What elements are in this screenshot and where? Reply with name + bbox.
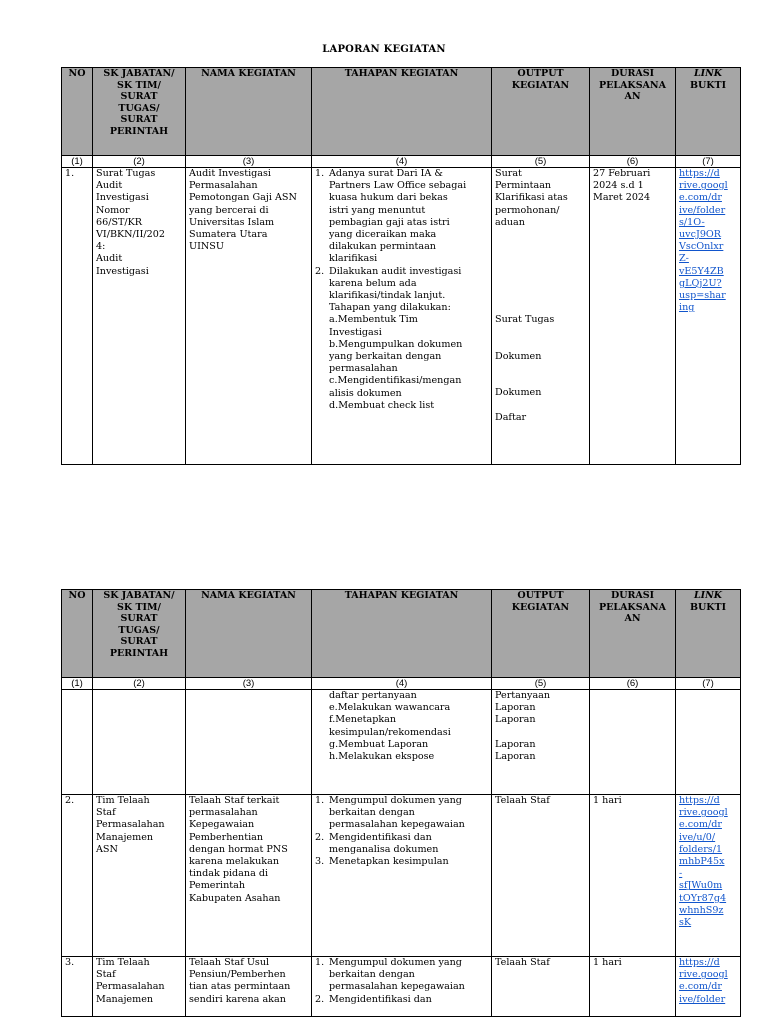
tahapan-cell bbox=[312, 957, 492, 1017]
row-number bbox=[62, 690, 93, 795]
sk-cell: Tim Telaah Staf Permasalahan Manajemen ASN bbox=[93, 795, 186, 957]
link-cell bbox=[676, 690, 741, 795]
nama-cell bbox=[186, 690, 312, 795]
durasi-cell: 1 hari bbox=[590, 957, 676, 1017]
tahapan-cell bbox=[312, 690, 492, 795]
sk-cell bbox=[93, 690, 186, 795]
report-table-page-2 bbox=[61, 589, 741, 1017]
durasi-cell bbox=[590, 690, 676, 795]
header-output: OUTPUT KEGIATAN bbox=[492, 590, 590, 678]
link-cell bbox=[676, 957, 741, 1017]
page-title: LAPORAN KEGIATAN bbox=[322, 44, 446, 55]
list-item: h.Melakukan ekspose bbox=[329, 751, 435, 763]
table-row bbox=[62, 690, 741, 795]
tahapan-cell bbox=[312, 168, 492, 465]
header-link: LINK BUKTI bbox=[676, 68, 741, 156]
list-item: g.Membuat Laporan bbox=[329, 738, 429, 750]
steps-list bbox=[315, 795, 488, 868]
nama-cell: Audit Investigasi Permasalahan Pemotongan Gaji ASN yang bercerai di Universitas Islam Sumatera Utara UINSU bbox=[186, 168, 312, 465]
durasi-cell: 1 hari bbox=[590, 795, 676, 957]
table-row bbox=[62, 957, 741, 1017]
header-tahapan: TAHAPAN KEGIATAN bbox=[312, 590, 492, 678]
sk-cell: Surat Tugas Audit Investigasi Nomor 66/ST/KR VI/BKN/II/202 4: Audit Investigasi bbox=[93, 168, 186, 465]
list-item: daftar pertanyaan bbox=[329, 690, 417, 701]
list-item: 1. Adanya surat Dari IA & Partners Law Office sebagai kuasa hukum dari bekas istri yang menuntut pembagian gaji atas istri yang diceraikan maka dilakukan permintaan klarifikasi bbox=[315, 168, 467, 265]
nama-cell: Telaah Staf terkait permasalahan Kepegawaian Pemberhentian dengan hormat PNS karena melakukan tindak pidana di Pemerintah Kabupaten Asahan bbox=[186, 795, 312, 957]
list-item: a.Membentuk Tim Investigasi bbox=[329, 314, 418, 338]
evidence-link[interactable]: https://d rive.googl e.com/dr ive/folder s/1O- uvcJ9OR VscOnlxr Z- vE5Y4ZB gLQj2U? usp=shar ing bbox=[679, 168, 728, 314]
table-header bbox=[62, 590, 741, 690]
column-number-row: (1) (2) (3) (4) (5) (6) (7) bbox=[62, 678, 741, 690]
header-tahapan: TAHAPAN KEGIATAN bbox=[312, 68, 492, 156]
header-durasi: DURASI PELAKSANA AN bbox=[590, 590, 676, 678]
table-row bbox=[62, 795, 741, 957]
list-item: b.Mengumpulkan dokumen yang berkaitan dengan permasalahan bbox=[329, 338, 463, 375]
list-item: 1. Mengumpul dokumen yang berkaitan dengan permasalahan kepegawaian bbox=[315, 957, 465, 993]
list-item: 2. Dilakukan audit investigasi karena belum ada klarifikasi/tindak lanjut. Tahapan yang dilakukan: bbox=[315, 265, 462, 314]
header-no: NO bbox=[62, 590, 93, 678]
row-number: 1. bbox=[62, 168, 93, 465]
link-cell bbox=[676, 795, 741, 957]
list-item: c.Mengidentifikasi/mengan alisis dokumen bbox=[329, 375, 462, 399]
steps-list bbox=[315, 168, 488, 314]
column-number-row: (1) (2) (3) (4) (5) (6) (7) bbox=[62, 156, 741, 168]
sub-steps-list bbox=[315, 314, 488, 412]
header-sk: SK JABATAN/ SK TIM/ SURAT TUGAS/ SURAT PERINTAH bbox=[93, 68, 186, 156]
tahapan-cell bbox=[312, 795, 492, 957]
list-item: 3. Menetapkan kesimpulan bbox=[315, 856, 449, 868]
sub-steps-list bbox=[315, 690, 488, 763]
sk-cell: Tim Telaah Staf Permasalahan Manajemen bbox=[93, 957, 186, 1017]
header-output: OUTPUT KEGIATAN bbox=[492, 68, 590, 156]
list-item: 2. Mengidentifikasi dan menganalisa dokumen bbox=[315, 831, 439, 855]
row-number: 2. bbox=[62, 795, 93, 957]
evidence-link[interactable]: https://d rive.googl e.com/dr ive/folder bbox=[679, 957, 728, 1005]
header-sk: SK JABATAN/ SK TIM/ SURAT TUGAS/ SURAT PERINTAH bbox=[93, 590, 186, 678]
table-row bbox=[62, 168, 741, 465]
table-header bbox=[62, 68, 741, 168]
list-item: 2. Mengidentifikasi dan bbox=[315, 993, 432, 1005]
list-item: e.Melakukan wawancara bbox=[329, 702, 451, 714]
link-cell bbox=[676, 168, 741, 465]
header-nama: NAMA KEGIATAN bbox=[186, 68, 312, 156]
steps-list bbox=[315, 957, 488, 1006]
durasi-cell: 27 Februari 2024 s.d 1 Maret 2024 bbox=[590, 168, 676, 465]
output-cell: Telaah Staf bbox=[492, 795, 590, 957]
header-nama: NAMA KEGIATAN bbox=[186, 590, 312, 678]
output-cell: Surat Permintaan Klarifikasi atas permohonan/ aduan Surat Tugas Dokumen Dokumen Daftar bbox=[492, 168, 590, 465]
list-item: 1. Mengumpul dokumen yang berkaitan dengan permasalahan kepegawaian bbox=[315, 795, 465, 831]
nama-cell: Telaah Staf Usul Pensiun/Pemberhen tian atas permintaan sendiri karena akan bbox=[186, 957, 312, 1017]
header-link: LINK BUKTI bbox=[676, 590, 741, 678]
header-no: NO bbox=[62, 68, 93, 156]
list-item: f.Menetapkan kesimpulan/rekomendasi bbox=[329, 714, 451, 738]
output-cell: Pertanyaan Laporan Laporan Laporan Laporan bbox=[492, 690, 590, 795]
row-number: 3. bbox=[62, 957, 93, 1017]
report-table-page-1 bbox=[61, 67, 741, 465]
list-item: d.Membuat check list bbox=[329, 399, 435, 411]
output-cell: Telaah Staf bbox=[492, 957, 590, 1017]
evidence-link[interactable]: https://d rive.googl e.com/dr ive/u/0/ folders/1 mhbP45x - sfJWu0m tOYr87g4 whnhS9z sK bbox=[679, 795, 728, 929]
header-durasi: DURASI PELAKSANA AN bbox=[590, 68, 676, 156]
